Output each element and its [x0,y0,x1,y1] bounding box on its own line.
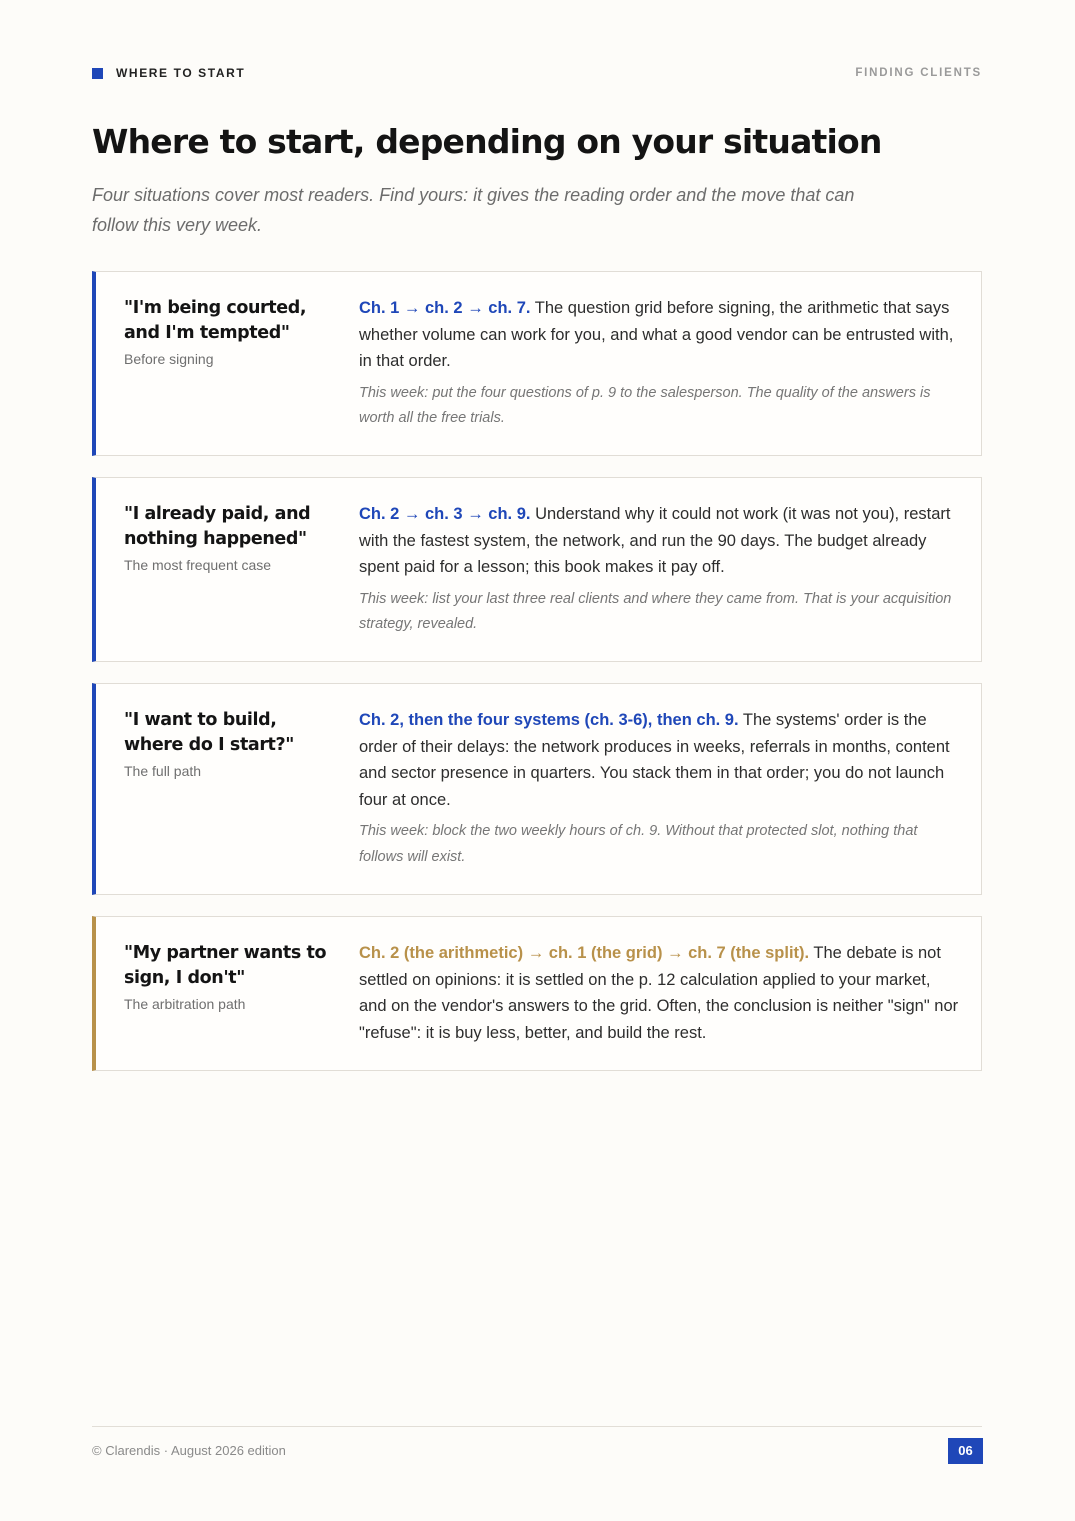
footer-divider [92,1426,982,1427]
section-label: WHERE TO START [116,66,246,80]
situation-guidance [359,940,959,1046]
situation-title: "I already paid, and nothing happened" [124,504,311,549]
page-number: 06 [948,1438,983,1464]
chapter-path: Ch. 2, then the four systems (ch. 3-6), then ch. 9. [359,711,739,729]
situation-card [92,916,982,1071]
chapter-label: FINDING CLIENTS [855,67,982,79]
situation-card [92,477,982,662]
this-week-action: This week: block the two weekly hours of ch. 9. Without that protected slot, nothing that follows will exist. [359,823,918,865]
situation-title: "I want to build, where do I start?" [124,710,294,755]
situation-guidance [359,295,959,432]
situation-body [359,940,959,1046]
situation-description: Understand why it could not work (it was not you), restart with the fastest system, the network, and run the 90 days. The budget already spent paid for a lesson; this book makes it pay off. [359,505,951,576]
chapter-path: Ch. 1 → ch. 2 → ch. 7. [359,299,531,317]
situation-card [92,271,982,456]
situation-description: The debate is not settled on opinions: it is settled on the p. 12 calculation applied to your market, and on the vendor's answers to the grid. Often, the conclusion is neither "sign" nor "refuse": it is buy less, better, and build the rest. [359,944,959,1042]
situation-title: "My partner wants to sign, I don't" [124,943,327,988]
section-marker-icon [92,68,103,79]
situation-body [359,707,959,813]
edition-note: © Clarendis · August 2026 edition [92,1443,286,1458]
situation-card [92,683,982,895]
this-week-action: This week: put the four questions of p. 9 to the salesperson. The quality of the answers is worth all the free trials. [359,384,931,426]
situation-subtitle: Before signing [124,351,214,367]
situation-description: The question grid before signing, the arithmetic that says whether volume can work for you, and what a good vendor can be entrusted with, in that order. [359,299,954,370]
situation-subtitle: The full path [124,763,202,779]
situation-heading [124,708,339,779]
situation-heading [124,296,339,367]
this-week-action: This week: list your last three real clients and where they came from. That is your acquisition strategy, revealed. [359,590,952,632]
situation-heading [124,502,339,573]
situation-subtitle: The arbitration path [124,996,246,1012]
situation-guidance [359,707,959,870]
page-intro: Four situations cover most readers. Find yours: it gives the reading order and the move that can follow this very week. [92,185,855,235]
running-header [92,66,245,80]
situation-body [359,501,959,581]
situation-heading [124,941,339,1012]
chapter-path: Ch. 2 (the arithmetic) → ch. 1 (the grid) → ch. 7 (the split). [359,944,810,962]
situation-guidance [359,501,959,638]
situation-description: The systems' order is the order of their delays: the network produces in weeks, referrals in months, content and sector presence in quarters. You stack them in that order; you do not launch four at once. [359,711,950,809]
situation-title: "I'm being courted, and I'm tempted" [124,298,307,343]
page-title: Where to start, depending on your situation [92,122,882,161]
situation-subtitle: The most frequent case [124,557,272,573]
chapter-path: Ch. 2 → ch. 3 → ch. 9. [359,505,531,523]
situation-body [359,295,959,375]
